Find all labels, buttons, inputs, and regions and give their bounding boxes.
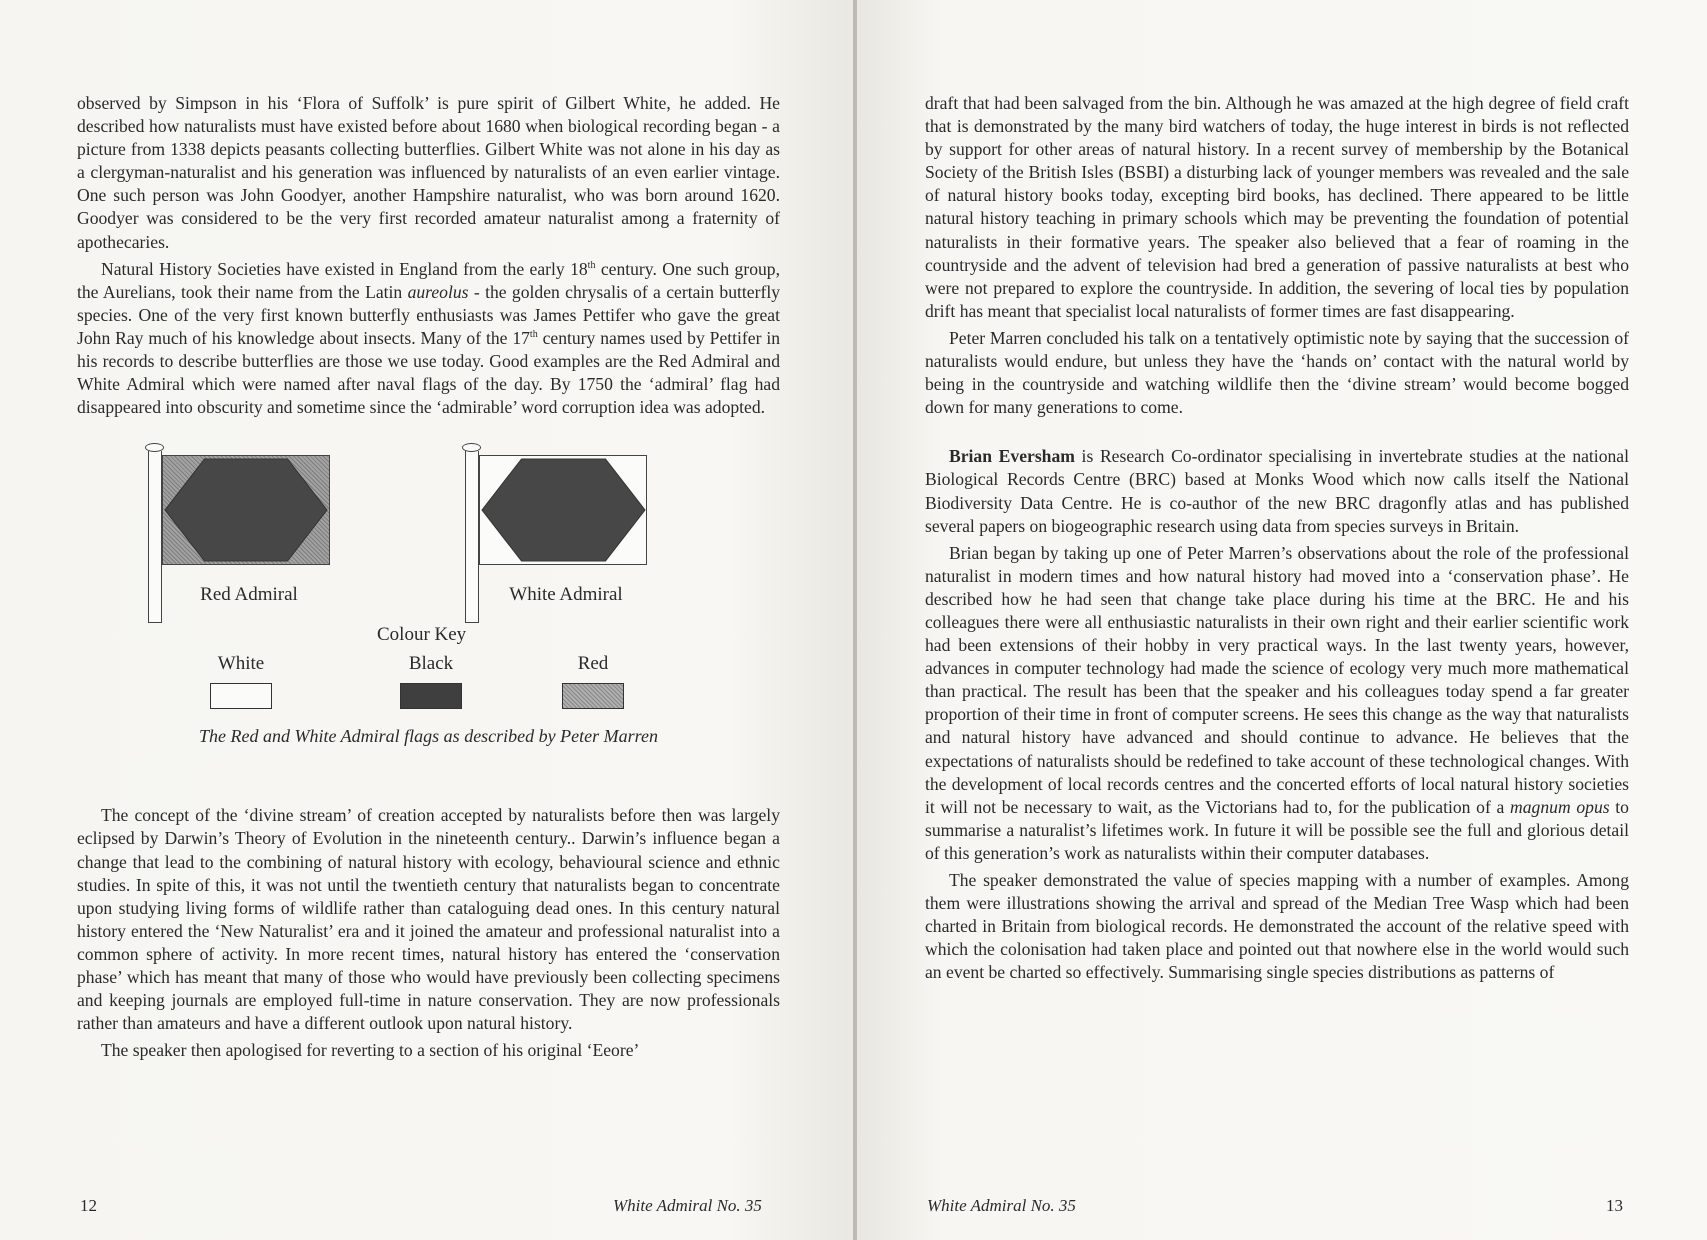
right-text-column [925,92,1629,988]
black-swatch [400,683,462,709]
key-red [543,652,643,709]
right-paragraph-3: Brian Eversham is Research Co-ordinator specialising in invertebrate studies at the national Biological Records Centre (BRC) based at Monks Wood which now calls itself the National Biodiversity Data Centre. He is co-author of the new BRC dragonfly atlas and has published several papers on biogeographic research using data from species surveys in Britain. [925,446,1629,536]
speaker-name: Brian Eversham [949,446,1075,467]
red-swatch [562,683,624,709]
right-page-number: 13 [1606,1196,1623,1215]
right-paragraph-2: Peter Marren concluded his talk on a tentatively optimistic note by saying that the succession of naturalists would endure, but unless they have the ‘hands on’ contact with the natural world by being in the countryside and watching wildlife then the ‘divine stream’ would become bogged down for many generations to come. [925,327,1629,418]
white-admiral-flag-cloth [479,455,647,565]
figure-caption: The Red and White Admiral flags as described by Peter Marren [199,726,658,747]
red-admiral-diamond [163,456,329,564]
left-text-column [77,92,780,1066]
white-swatch [210,683,272,709]
left-page-number: 12 [80,1196,97,1215]
left-paragraph-1: observed by Simpson in his ‘Flora of Suffolk’ is pure spirit of Gilbert White, he added. He described how naturalists must have existed before about 1680 when biological recording began - a picture from 1338 depicts peasants collecting butterflies. Gilbert White was not alone in his day as a clergyman-naturalist and his generation was influenced by naturalists of an even earlier vintage. One such person was John Goodyer, another Hampshire naturalist, who was born around 1620. Goodyer was considered to be the very first recorded amateur naturalist among a fraternity of apothecaries. [77,93,780,252]
colour-key-title: Colour Key [377,624,467,646]
key-red-label: Red [577,653,609,675]
left-paragraph-2: Natural History Societies have existed in England from the early 18th century. One such group, the Aurelians, took their name from the Latin aureolus - the golden chrysalis of a certain butterfly species. One of the very first known butterfly enthusiasts was James Pettifer who gave the great John Ray much of his knowledge about insects. Many of the 17th century names used by Pettifer in his records to describe butterflies are those we use today. Good examples are the Red Admiral and White Admiral which were named after naval flags of the day. By 1750 the ‘admiral’ flag had disappeared into obscurity and sometime since the ‘admirable’ word corruption idea was adopted. [77,258,781,418]
left-running-title: White Admiral No. 35 [613,1196,762,1215]
white-admiral-label: White Admiral [509,584,623,606]
white-admiral-diamond [480,456,646,564]
red-admiral-flag [148,443,348,623]
flag-pole [465,451,479,623]
left-paragraph-4: The speaker then apologised for reverting to a section of his original ‘Eeore’ [101,1040,640,1061]
right-running-title: White Admiral No. 35 [927,1196,1076,1215]
left-paragraph-3: The concept of the ‘divine stream’ of creation accepted by naturalists before then was largely eclipsed by Darwin’s Theory of Evolution in the nineteenth century.. Darwin’s influence began a change that lead to the combining of natural history with ecology, behavioural science and ethnic studies. In spite of this, it was not until the twentieth century that naturalists began to concentrate upon studying living forms of wildlife rather than cataloguing dead ones. In this century natural history entered the ‘New Naturalist’ era and it joined the amateur and professional naturalist into a common sphere of activity. In more recent times, natural history has entered the ‘conservation phase’ which has meant that many of those who would have previously been collecting specimens and keeping journals are employed full-time in nature conservation. They are now professionals rather than amateurs and have a different outlook upon natural history. [77,805,780,1034]
key-black [381,652,481,709]
right-paragraph-1: draft that had been salvaged from the bin. Although he was amazed at the high degree of field craft that is demonstrated by the many bird watchers of today, the huge interest in birds is not reflected by support for other areas of natural history. In a recent survey of membership by the Botanical Society of the British Isles (BSBI) a disturbing lack of younger members was revealed and the sale of natural history books today, excepting bird books, has declined. There appeared to be little natural history teaching in primary schools which may be preventing the foundation of potential naturalists in their formative years. The speaker also believed that a fear of roaming in the countryside and the advent of television had bred a generation of passive naturalists at best who were not prepared to explore the countryside. In addition, the severing of local ties by population drift has meant that specialist local naturalists of former times are fast disappearing. [925,93,1629,321]
red-admiral-label: Red Admiral [200,584,298,606]
right-page [855,0,1707,1240]
flag-pole [148,451,162,623]
right-paragraph-4: Brian began by taking up one of Peter Marren’s observations about the role of the professional naturalist in modern times and how natural history had moved into a ‘conservation phase’. He described how he had seen that change take place during his time at the BRC. He and his colleagues there were all enthusiastic naturalists in their own right and their earlier scientific work had been extensions of their hobby in very practical ways. In the last twenty years, however, advances in computer technology had made the science of ecology very much more mathematical than practical. The result has been that the speaker and his colleagues today spend a far greater proportion of their time in front of computer screens. He sees this change as the way that naturalists and natural history have advanced and should continue to advance. He believes that the expectations of naturalists should be redefined to take account of these technological changes. With the development of local records centres and the concerted efforts of local natural history societies it will not be necessary to wait, as the Victorians had to, for the publication of a magnum opus to summarise a naturalist’s lifetimes work. In future it will be possible see the full and glorious detail of this generation’s work as naturalists within their computer databases. [925,542,1629,863]
red-admiral-flag-cloth [162,455,330,565]
key-white-label: White [217,653,265,675]
admiral-flags-figure [77,423,780,798]
key-black-label: Black [408,653,454,675]
white-admiral-flag [465,443,665,623]
key-white [191,652,291,709]
right-paragraph-5: The speaker demonstrated the value of species mapping with a number of examples. Among them were illustrations showing the arrival and spread of the Median Tree Wasp which had been charted in Britain from biological records. He demonstrated the account of the relative speed with which the colonisation had taken place and pointed out that nowhere else in the world would such an event be charted so effectively. Summarising single species distributions as patterns of [925,870,1629,983]
book-gutter [853,0,857,1240]
